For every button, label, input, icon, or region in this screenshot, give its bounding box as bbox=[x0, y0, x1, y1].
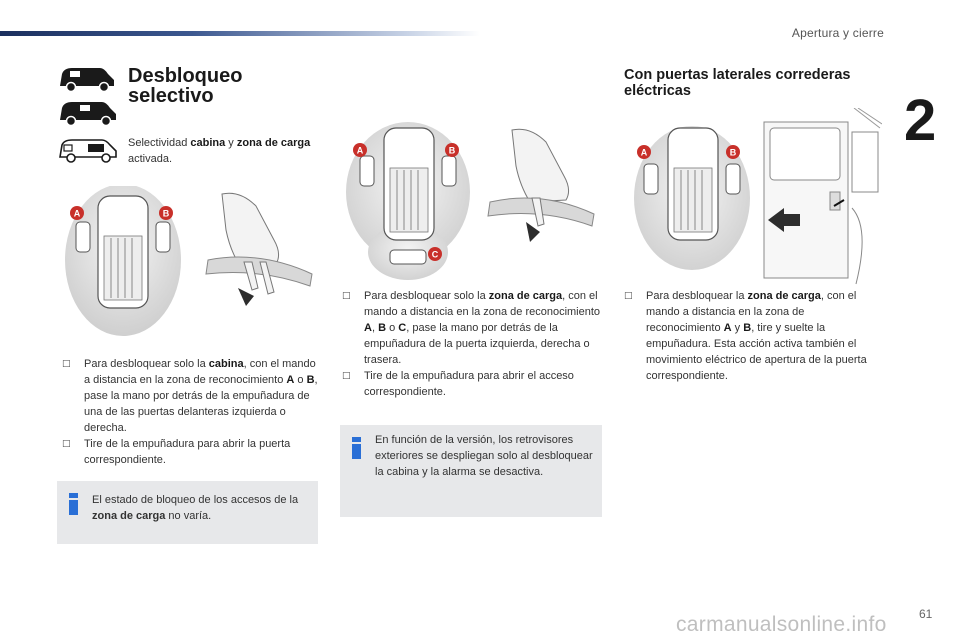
selectivity-text: Selectividad cabina y zona de carga activada. bbox=[128, 137, 311, 165]
header-gradient-bar bbox=[0, 31, 480, 36]
svg-text:A: A bbox=[73, 208, 81, 219]
van-cargo-icon bbox=[56, 98, 120, 128]
instruction-item: □ Tire de la empuñadura para abrir el acceso correspondiente. bbox=[342, 370, 574, 398]
info-icon bbox=[69, 493, 78, 515]
info-icon bbox=[352, 437, 361, 459]
sliding-door-illustration bbox=[760, 108, 882, 286]
van-selective-icon bbox=[56, 136, 120, 164]
watermark-text: carmanualsonline.info bbox=[676, 613, 887, 636]
section-title: Apertura y cierre bbox=[791, 26, 884, 40]
instruction-item: □ Para desbloquear la zona de carga, con el mando a distancia en la zona de reconocimiento A y B, tire y suelte la empuñadura. Esta acción activa también el movimiento eléctrico de apertura de la puerta correspondiente. bbox=[624, 290, 867, 382]
chapter-number: 2 bbox=[904, 88, 937, 153]
instruction-item: □ Para desbloquear solo la zona de carga, con el mando a distancia en la zona de reconocimiento A, B o C, pase la mano por detrás de la empuñadura de la puerta izquierda, derecha o trasera. bbox=[342, 290, 601, 366]
svg-text:A: A bbox=[356, 145, 364, 156]
instruction-item: □ Tire de la empuñadura para abrir la puerta correspondiente. bbox=[62, 438, 291, 466]
info-box-left: El estado de bloqueo de los accesos de la zona de carga no varía. bbox=[57, 481, 318, 544]
middle-instructions bbox=[342, 288, 604, 400]
info-box-middle: En función de la versión, los retrovisores exteriores se despliegan solo al desbloquear la cabina y la alarma se desactiva. bbox=[340, 425, 602, 517]
van-topview-abc-diagram bbox=[342, 122, 474, 282]
instruction-item: □ Para desbloquear solo la cabina, con el mando a distancia en la zona de reconocimiento A o B, pase la mano por detrás de la empuñadura de una de las puertas delanteras izquierda o derecha. bbox=[62, 358, 318, 434]
van-topview-ab-diagram bbox=[62, 186, 184, 341]
left-instructions bbox=[62, 356, 318, 468]
page-number: 61 bbox=[919, 607, 933, 621]
section-subtitle: Con puertas laterales correderas eléctricas bbox=[624, 67, 851, 99]
van-cab-icon bbox=[56, 64, 118, 94]
title-line-1: Desbloqueo bbox=[128, 65, 243, 87]
hand-handle-illustration-2 bbox=[486, 126, 598, 250]
right-instructions bbox=[624, 288, 876, 384]
svg-text:B: B bbox=[729, 147, 737, 158]
page-title bbox=[128, 66, 288, 106]
hand-handle-illustration bbox=[200, 190, 320, 315]
svg-text:B: B bbox=[162, 208, 170, 219]
van-topview-ab-diagram-2 bbox=[632, 122, 752, 272]
title-line-2: selectivo bbox=[128, 85, 214, 107]
svg-text:A: A bbox=[640, 147, 648, 158]
svg-text:B: B bbox=[448, 145, 456, 156]
svg-text:C: C bbox=[431, 249, 439, 260]
